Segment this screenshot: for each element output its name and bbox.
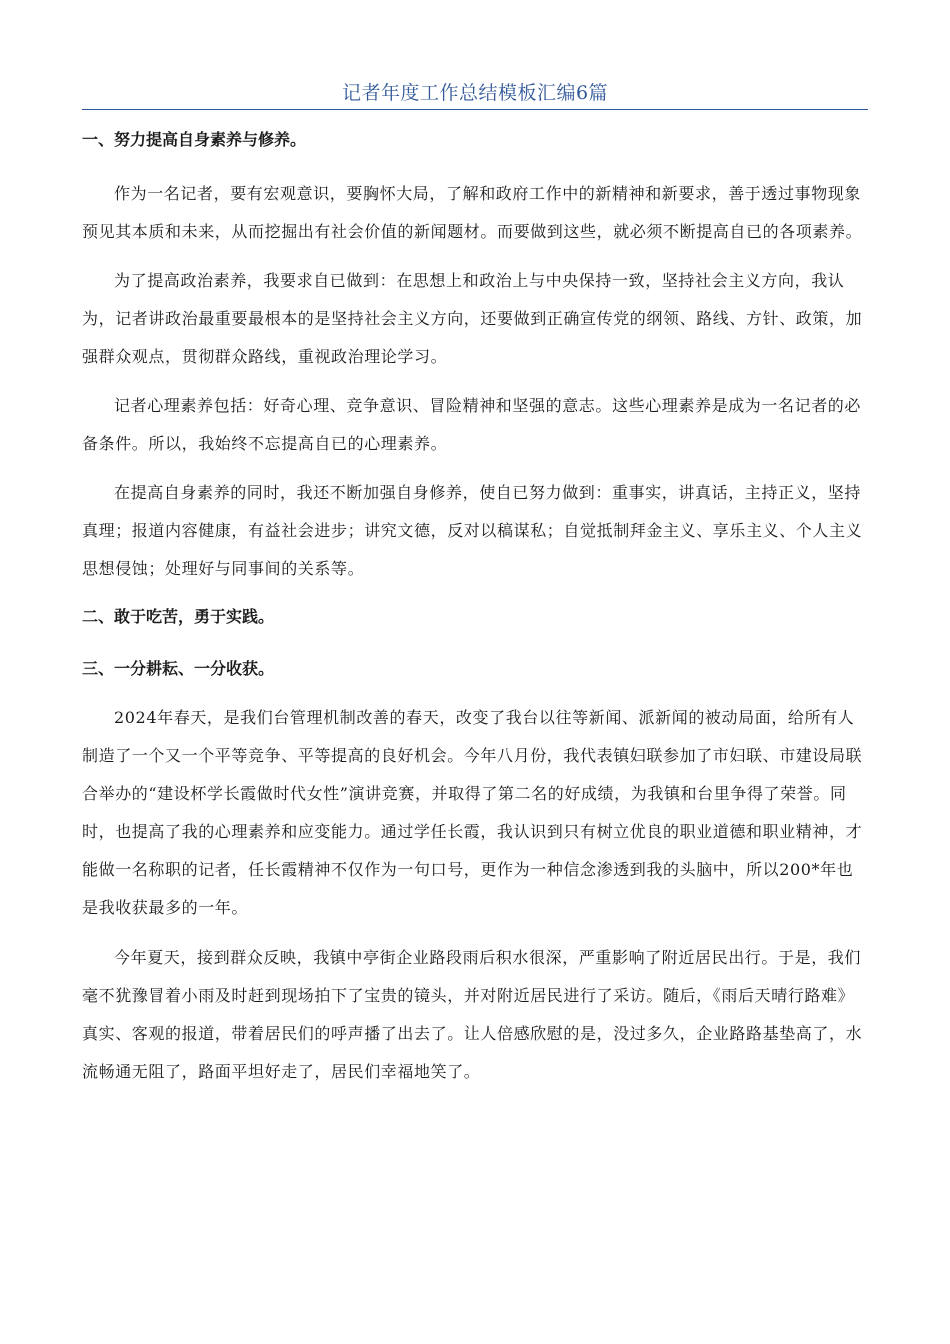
paragraph-5: 2024年春天，是我们台管理机制改善的春天，改变了我台以往等新闻、派新闻的被动局面，给所有人制造了一个又一个平等竞争、平等提高的良好机会。今年八月份，我代表镇妇联参加了市妇联、市建设局联合举办的“建设杯学长霞做时代女性”演讲竞赛，并取得了第二名的好成绩，为我镇和台里争得了荣誉。同时，也提高了我的心理素养和应变能力。通过学任长霞，我认识到只有树立优良的职业道德和职业精神，才能做一名称职的记者，任长霞精神不仅作为一句口号，更作为一种信念渗透到我的头脑中，所以200*年也是我收获最多的一年。 [82,708,863,917]
section-heading-3: 三、一分耕耘、一分收获。 [82,659,275,678]
paragraph-1: 作为一名记者，要有宏观意识，要胸怀大局，了解和政府工作中的新精神和新要求，善于透过事物现象预见其本质和未来，从而挖掘出有社会价值的新闻题材。而要做到这些，就必须不断提高自已的各项素养。 [82,184,863,241]
paragraph-4: 在提高自身素养的同时，我还不断加强自身修养，使自已努力做到：重事实，讲真话，主持正义，坚持真理；报道内容健康，有益社会进步；讲究文德，反对以稿谋私；自觉抵制拜金主义、享乐主义、个人主义思想侵蚀；处理好与同事间的关系等。 [82,483,863,578]
paragraph-6: 今年夏天，接到群众反映，我镇中亭街企业路段雨后积水很深，严重影响了附近居民出行。于是，我们毫不犹豫冒着小雨及时赶到现场拍下了宝贵的镜头，并对附近居民进行了采访。随后，《雨后天晴行路难》真实、客观的报道，带着居民们的呼声播了出去了。让人倍感欣慰的是，没过多久，企业路路基垫高了，水流畅通无阻了，路面平坦好走了，居民们幸福地笑了。 [82,948,863,1081]
paragraph-2: 为了提高政治素养，我要求自已做到：在思想上和政治上与中央保持一致，坚持社会主义方向，我认为，记者讲政治最重要最根本的是坚持社会主义方向，还要做到正确宣传党的纲领、路线、方针、政策，加强群众观点，贯彻群众路线，重视政治理论学习。 [82,271,863,366]
section-heading-2: 二、敢于吃苦，勇于实践。 [82,607,275,626]
document-page [82,78,868,1091]
paragraph-3: 记者心理素养包括：好奇心理、竞争意识、冒险精神和坚强的意志。这些心理素养是成为一名记者的必备条件。所以，我始终不忘提高自已的心理素养。 [82,396,862,453]
section-heading-1: 一、努力提高自身素养与修养。 [82,130,307,149]
document-header-title: 记者年度工作总结模板汇编6篇 [82,78,868,110]
